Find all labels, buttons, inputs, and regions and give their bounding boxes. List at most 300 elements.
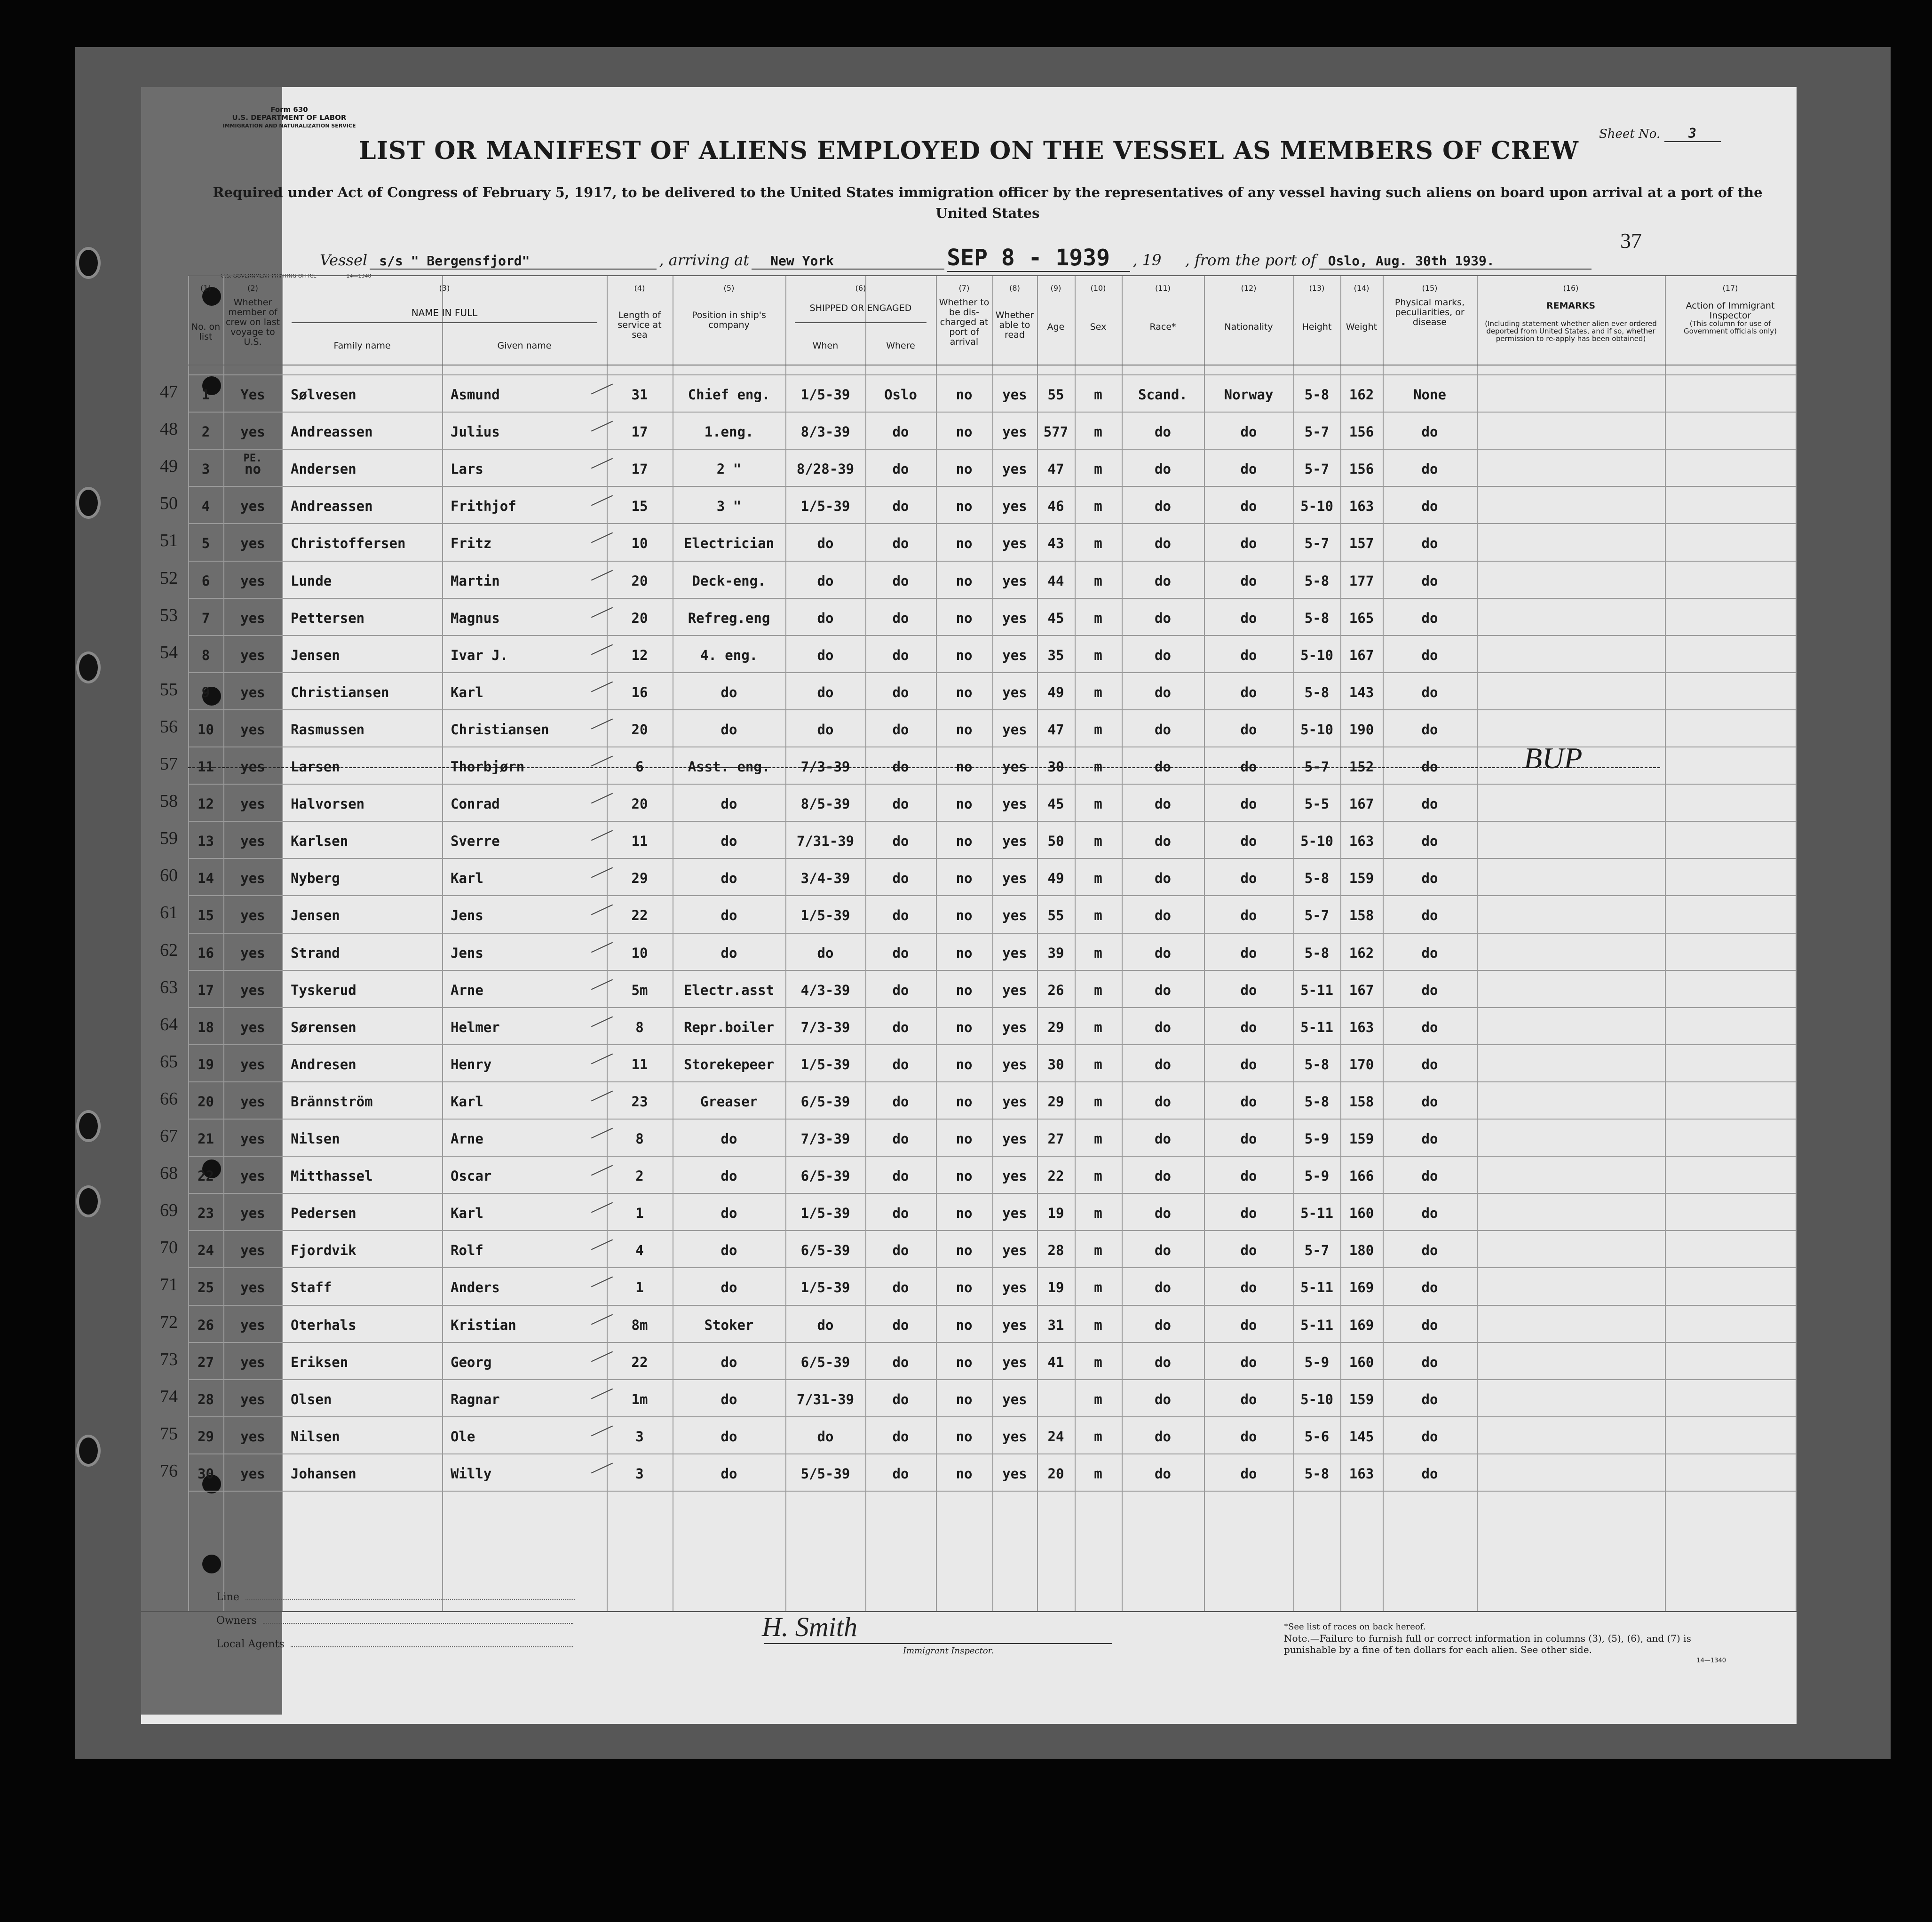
margin-number: 71 [160,1275,178,1295]
cell-crew: yes [240,1242,265,1259]
cell-service: 10 [631,535,648,552]
cell-height: 5-10 [1300,498,1333,515]
cell-race: do [1155,907,1171,924]
column-label: SHIPPED OR ENGAGED [809,303,912,313]
cell-discharged: no [956,647,973,663]
cell-position: do [721,1465,737,1482]
cell-read: yes [1002,1242,1027,1259]
cell-weight: 159 [1349,870,1374,887]
cell-age: 19 [1047,1205,1064,1222]
cell-given: Ragnar [451,1391,500,1407]
cell-race: do [1155,684,1171,700]
cell-family: Olsen [291,1391,332,1407]
margin-number: 64 [160,1014,178,1034]
cell-race: do [1155,1354,1171,1370]
cell-when: 6/5-39 [800,1242,850,1259]
column-label: Whether to be dis-charged at port of arrival [939,297,990,347]
column-number: (9) [1050,284,1061,293]
cell-weight: 152 [1349,759,1374,775]
margin-number: 75 [160,1423,178,1444]
cell-family: Sølvesen [291,387,356,403]
cell-where: do [892,1168,909,1184]
cell-where: do [892,1391,909,1407]
cell-age: 35 [1047,647,1064,663]
cell-given: Jens [451,907,483,924]
cell-read: yes [1002,945,1027,961]
cell-nationality: do [1240,1131,1257,1147]
cell-family: Nilsen [291,1428,340,1445]
cell-weight: 177 [1349,572,1374,589]
cell-position: Repr.boiler [683,1019,775,1035]
row-rule [188,1230,1797,1231]
cell-when: 8/28-39 [796,461,855,477]
cell-no: 17 [198,982,214,998]
cell-given: Karl [451,870,483,887]
binder-hole [76,1435,101,1467]
margin-number: 69 [160,1200,178,1221]
cell-height: 5-9 [1304,1354,1330,1370]
cell-discharged: no [956,982,973,998]
cell-crew: yes [240,1391,265,1407]
cell-given: Magnus [451,610,500,626]
cell-discharged: no [956,572,973,589]
cell-where: do [892,647,909,663]
cell-family: Nilsen [291,1131,340,1147]
binder-hole [76,247,101,279]
cell-discharged: no [956,1168,973,1184]
cell-given: Helmer [451,1019,500,1035]
cell-marks: do [1421,1465,1438,1482]
cell-given: Karl [451,1205,483,1222]
cell-family: Johansen [291,1465,356,1482]
cell-position: do [721,1279,737,1296]
cell-weight: 156 [1349,461,1374,477]
cell-given: Oscar [451,1168,492,1184]
cell-when: 7/31-39 [796,833,855,850]
cell-where: do [892,424,909,440]
cell-age: 55 [1047,907,1064,924]
cell-nationality: do [1240,498,1257,515]
margin-number: 60 [160,866,178,886]
column-rule [1477,275,1478,1611]
cell-service: 11 [631,1056,648,1072]
cell-age: 44 [1047,572,1064,589]
cell-nationality: do [1240,684,1257,700]
column-label: NAME IN FULL [411,307,478,318]
cell-age: 19 [1047,1279,1064,1296]
column-label: Weight [1346,322,1378,332]
cell-race: do [1155,1019,1171,1035]
cell-position: do [721,1391,737,1407]
cell-where: do [892,945,909,961]
cell-where: do [892,1093,909,1110]
column-sublabel: When [812,341,839,351]
cell-height: 5-11 [1300,1317,1333,1333]
cell-where: do [892,461,909,477]
cell-crew: yes [240,684,265,700]
cell-position: 1.eng. [704,424,754,440]
cell-where: do [892,1428,909,1445]
cell-race: do [1155,647,1171,663]
cell-position: 2 " [716,461,742,477]
cell-marks: do [1421,870,1438,887]
cell-race: do [1155,1242,1171,1259]
cell-nationality: Norway [1224,387,1274,403]
cell-read: yes [1002,1168,1027,1184]
cell-when: do [817,647,834,663]
cell-crew: no [245,461,261,477]
cell-where: do [892,572,909,589]
cell-sex: m [1094,833,1102,850]
cell-age: 41 [1047,1354,1064,1370]
cell-marks: do [1421,1019,1438,1035]
cell-age: 47 [1047,461,1064,477]
cell-position: do [721,1428,737,1445]
cell-family: Jensen [291,647,340,663]
line-field [216,1591,575,1603]
cell-when: 1/5-39 [800,1279,850,1296]
cell-race: do [1155,982,1171,998]
cell-age: 49 [1047,870,1064,887]
cell-marks: do [1421,572,1438,589]
subheader-rule [292,322,597,323]
cell-where: do [892,1279,909,1296]
cell-given: Sverre [451,833,500,850]
cell-race: do [1155,535,1171,552]
cell-weight: 145 [1349,1428,1374,1445]
cell-no: 20 [198,1093,214,1110]
margin-number: 73 [160,1349,178,1369]
cell-sex: m [1094,1428,1102,1445]
cell-race: do [1155,424,1171,440]
row-rule [188,1044,1797,1045]
service: IMMIGRATION AND NATURALIZATION SERVICE [222,123,356,129]
cell-read: yes [1002,796,1027,812]
margin-number: 48 [160,419,178,439]
cell-when: do [817,1317,834,1333]
cell-where: do [892,1205,909,1222]
cell-sex: m [1094,796,1102,812]
column-rule [1665,275,1666,1611]
cell-no: 10 [198,721,214,738]
cell-age: 30 [1047,1056,1064,1072]
cell-sex: m [1094,572,1102,589]
column-label: Nationality [1224,322,1273,332]
remark-initials: BUP [1524,741,1583,775]
cell-race: do [1155,1391,1171,1407]
cell-discharged: no [956,1056,973,1072]
cell-nationality: do [1240,1465,1257,1482]
cell-no: 7 [201,610,210,626]
cell-discharged: no [956,1279,973,1296]
cell-weight: 163 [1349,1465,1374,1482]
cell-sex: m [1094,1279,1102,1296]
cell-position: do [721,1242,737,1259]
cell-crew: Yes [240,387,265,403]
cell-given: Arne [451,1131,483,1147]
from-port-label: , from the port of [1185,251,1316,269]
cell-read: yes [1002,1465,1027,1482]
cell-sex: m [1094,535,1102,552]
cell-service: 20 [631,572,648,589]
cell-no: 1 [201,387,210,403]
cell-family: Brännström [291,1093,373,1110]
row-rule [188,1416,1797,1417]
cell-height: 5-11 [1300,1205,1333,1222]
column-sublabel: Given name [497,341,552,351]
cell-crew: yes [240,907,265,924]
cell-no: 11 [198,759,214,775]
line-blank [245,1599,575,1600]
column-number: (2) [247,284,258,293]
cell-sex: m [1094,647,1102,663]
cell-height: 5-8 [1304,572,1330,589]
cell-service: 1 [635,1205,644,1222]
cell-height: 5-8 [1304,610,1330,626]
cell-given: Julius [451,424,500,440]
row-rule [188,784,1797,785]
cell-when: 6/5-39 [800,1168,850,1184]
cell-height: 5-10 [1300,721,1333,738]
cell-where: do [892,1019,909,1035]
cell-crew: yes [240,610,265,626]
column-number: (16) [1563,284,1579,293]
cell-weight: 162 [1349,387,1374,403]
margin-number: 68 [160,1163,178,1183]
cell-given: Henry [451,1056,492,1072]
cell-age: 29 [1047,1019,1064,1035]
cell-nationality: do [1240,424,1257,440]
race-note: *See list of races on back hereof. [1284,1622,1426,1632]
cell-marks: do [1421,647,1438,663]
cell-weight: 166 [1349,1168,1374,1184]
cell-crew: yes [240,945,265,961]
cell-nationality: do [1240,1391,1257,1407]
column-sublabel: (Including statement whether alien ever ordered deported from United States, and if so, whether permission to re-apply has been obtained) [1485,319,1657,343]
cell-when: do [817,1428,834,1445]
cell-position: do [721,870,737,887]
cell-discharged: no [956,759,973,775]
cell-age: 20 [1047,1465,1064,1482]
cell-discharged: no [956,1205,973,1222]
cell-nationality: do [1240,945,1257,961]
cell-family: Tyskerud [291,982,356,998]
cell-family: Sørensen [291,1019,356,1035]
cell-sex: m [1094,870,1102,887]
cell-nationality: do [1240,610,1257,626]
cell-position: Refreg.eng [688,610,770,626]
cell-service: 29 [631,870,648,887]
column-label: Physical marks, peculiarities, or disease [1394,297,1465,327]
cell-given: Karl [451,684,483,700]
cell-where: do [892,907,909,924]
margin-number: 47 [160,382,178,402]
column-number: (10) [1090,284,1106,293]
sheet-label: Sheet No. [1599,127,1661,141]
row-rule [188,1156,1797,1157]
cell-where: do [892,610,909,626]
cell-nationality: do [1240,535,1257,552]
cell-race: do [1155,1317,1171,1333]
cell-discharged: no [956,1131,973,1147]
cell-marks: do [1421,1279,1438,1296]
cell-nationality: do [1240,1168,1257,1184]
cell-age: 43 [1047,535,1064,552]
margin-number: 52 [160,568,178,588]
column-label: Sex [1090,322,1107,332]
cell-height: 5-8 [1304,1465,1330,1482]
cell-marks: do [1421,1428,1438,1445]
cell-service: 3 [635,1428,644,1445]
cell-height: 5-7 [1304,907,1330,924]
cell-family: Christoffersen [291,535,406,552]
cell-where: do [892,759,909,775]
cell-given: Lars [451,461,483,477]
strike-line [188,767,1660,768]
cell-weight: 143 [1349,684,1374,700]
form-number: Form 630 [270,105,308,114]
cell-age: 45 [1047,610,1064,626]
cell-age: 27 [1047,1131,1064,1147]
cell-when: do [817,610,834,626]
column-label: Length of service at sea [618,310,662,340]
cell-nationality: do [1240,907,1257,924]
cell-sex: m [1094,1093,1102,1110]
cell-race: Scand. [1138,387,1188,403]
cell-service: 6 [635,759,644,775]
cell-service: 12 [631,647,648,663]
cell-when: 1/5-39 [800,907,850,924]
cell-discharged: no [956,833,973,850]
cell-given: Ole [451,1428,475,1445]
cell-race: do [1155,796,1171,812]
cell-read: yes [1002,721,1027,738]
cell-family: Lunde [291,572,332,589]
row-rule [188,1081,1797,1082]
cell-given: Karl [451,1093,483,1110]
cell-crew: yes [240,1205,265,1222]
cell-discharged: no [956,1354,973,1370]
margin-number: 50 [160,493,178,514]
row-rule [188,1267,1797,1268]
cell-discharged: no [956,1428,973,1445]
form-id-block [212,106,367,130]
cell-height: 5-7 [1304,535,1330,552]
cell-weight: 169 [1349,1317,1374,1333]
cell-service: 10 [631,945,648,961]
cell-no: 21 [198,1131,214,1147]
cell-race: do [1155,1168,1171,1184]
cell-when: 6/5-39 [800,1093,850,1110]
cell-marks: do [1421,796,1438,812]
cell-when: 1/5-39 [800,1056,850,1072]
cell-sex: m [1094,1465,1102,1482]
cell-discharged: no [956,535,973,552]
cell-given: Arne [451,982,483,998]
row-rule [188,374,1797,375]
cell-read: yes [1002,1428,1027,1445]
cell-marks: do [1421,424,1438,440]
subheader-rule [795,322,926,323]
cell-nationality: do [1240,572,1257,589]
cell-given: Asmund [451,387,500,403]
page-number: 37 [1620,229,1642,253]
cell-race: do [1155,945,1171,961]
cell-given: Conrad [451,796,500,812]
cell-position: Storekepeer [683,1056,775,1072]
printing-code: 14—1340 [346,273,372,279]
cell-read: yes [1002,424,1027,440]
department: U.S. DEPARTMENT OF LABOR [232,113,347,122]
line-label: Line [216,1591,239,1603]
column-number: (13) [1309,284,1325,293]
inspector-label: Immigrant Inspector. [903,1646,994,1656]
cell-when: 7/3-39 [800,759,850,775]
cell-age: 28 [1047,1242,1064,1259]
cell-sex: m [1094,759,1102,775]
column-number: (6) [855,284,866,293]
cell-read: yes [1002,1131,1027,1147]
cell-crew: yes [240,1354,265,1370]
page-title: LIST OR MANIFEST OF ALIENS EMPLOYED ON THE VESSEL AS MEMBERS OF CREW [359,136,1579,165]
cell-marks: None [1413,387,1446,403]
cell-marks: do [1421,1317,1438,1333]
margin-number: 54 [160,642,178,662]
cell-family: Fjordvik [291,1242,356,1259]
cell-service: 4 [635,1242,644,1259]
margin-number: 62 [160,940,178,960]
cell-nationality: do [1240,1056,1257,1072]
cell-when: 5/5-39 [800,1465,850,1482]
cell-height: 5-11 [1300,982,1333,998]
column-label: Age [1047,322,1065,332]
binder-hole [76,1110,101,1142]
cell-age: 30 [1047,759,1064,775]
cell-no: 24 [198,1242,214,1259]
cell-race: do [1155,461,1171,477]
cell-no: 29 [198,1428,214,1445]
cell-service: 22 [631,907,648,924]
cell-marks: do [1421,610,1438,626]
cell-service: 20 [631,610,648,626]
cell-where: do [892,1317,909,1333]
cell-discharged: no [956,610,973,626]
cell-no: 25 [198,1279,214,1296]
cell-no: 19 [198,1056,214,1072]
column-rule [442,275,443,1611]
cell-race: do [1155,1056,1171,1072]
cell-service: 23 [631,1093,648,1110]
cell-read: yes [1002,1354,1027,1370]
column-number: (15) [1422,284,1438,293]
cell-no: 8 [201,647,210,663]
cell-family: Rasmussen [291,721,365,738]
cell-marks: do [1421,535,1438,552]
cell-nationality: do [1240,1205,1257,1222]
cell-nationality: do [1240,759,1257,775]
cell-given: Fritz [451,535,492,552]
column-sublabel: Where [886,341,915,351]
cell-race: do [1155,870,1171,887]
cell-sex: m [1094,461,1102,477]
cell-family: Andresen [291,1056,356,1072]
vessel-name: s/s " Bergensfjord" [370,253,657,270]
cell-where: do [892,796,909,812]
column-number: (3) [439,284,450,293]
cell-crew: yes [240,424,265,440]
arriving-label: , arriving at [659,251,750,269]
cell-service: 17 [631,424,648,440]
